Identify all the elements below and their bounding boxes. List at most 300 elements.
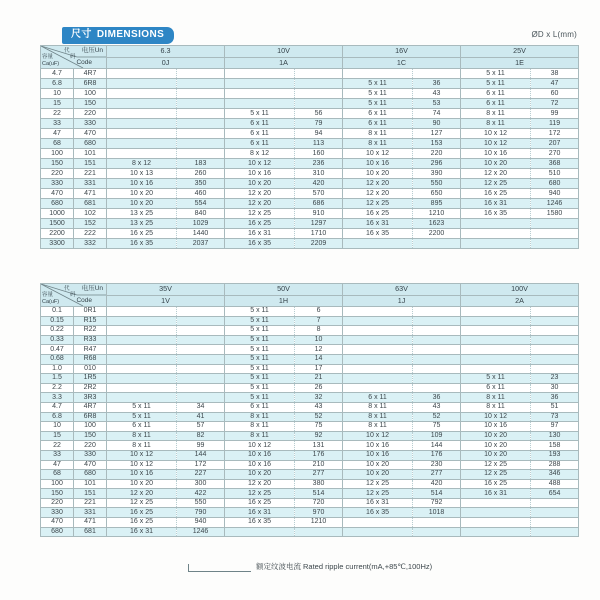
case-size-cell: 6 x 11 (343, 109, 413, 119)
case-size-cell (343, 335, 413, 345)
table-row (41, 219, 579, 229)
case-size-cell: 10 x 16 (225, 169, 295, 179)
ripple-current-cell: 350 (177, 179, 225, 189)
ripple-current-cell: 43 (295, 402, 343, 412)
table-row (41, 99, 579, 109)
ripple-current-cell: 2200 (413, 229, 461, 239)
case-size-cell: 10 x 16 (107, 179, 177, 189)
ripple-current-cell (177, 119, 225, 129)
case-size-cell: 5 x 11 (107, 412, 177, 422)
case-size-cell: 10 x 12 (461, 412, 531, 422)
case-size-cell (107, 99, 177, 109)
case-size-cell: 10 x 20 (343, 460, 413, 470)
ripple-current-cell: 514 (413, 489, 461, 499)
ripple-current-cell: 38 (531, 69, 579, 79)
ripple-current-cell (531, 518, 579, 528)
case-size-cell (225, 69, 295, 79)
case-size-cell: 8 x 11 (343, 412, 413, 422)
code-cell: 331 (74, 179, 107, 189)
capacitance-cell: 4.7 (41, 69, 74, 79)
case-size-cell: 6 x 11 (225, 119, 295, 129)
case-size-cell: 8 x 12 (107, 159, 177, 169)
size-unit-note: ØD x L(mm) (531, 30, 577, 39)
ripple-current-cell (177, 374, 225, 384)
ripple-current-cell (531, 316, 579, 326)
corner-header (41, 284, 107, 307)
ripple-current-cell: 183 (177, 159, 225, 169)
code-zh-char2: 码 (70, 292, 76, 298)
ripple-current-cell: 30 (531, 383, 579, 393)
code-axis-label: Code (76, 296, 92, 304)
table-row (41, 229, 579, 239)
case-size-cell (107, 374, 177, 384)
ripple-current-cell: 2037 (177, 239, 225, 249)
ripple-current-cell (177, 345, 225, 355)
capacitance-cell: 47 (41, 129, 74, 139)
case-size-cell: 10 x 12 (461, 139, 531, 149)
ripple-current-cell: 144 (413, 441, 461, 451)
table-row (41, 479, 579, 489)
ripple-current-cell: 514 (295, 489, 343, 499)
case-size-cell: 6 x 11 (461, 383, 531, 393)
capacitance-cell: 470 (41, 189, 74, 199)
table-row (41, 129, 579, 139)
ripple-current-cell: 840 (177, 209, 225, 219)
case-size-cell (343, 383, 413, 393)
case-size-cell: 10 x 16 (343, 441, 413, 451)
case-size-cell: 16 x 31 (461, 489, 531, 499)
table-row (41, 412, 579, 422)
case-size-cell: 16 x 25 (107, 229, 177, 239)
ripple-current-cell: 72 (531, 99, 579, 109)
ripple-current-cell (177, 149, 225, 159)
code-cell: 2R2 (74, 383, 107, 393)
case-size-cell: 16 x 25 (343, 209, 413, 219)
case-size-cell (461, 316, 531, 326)
ripple-current-cell (177, 326, 225, 336)
ripple-current-cell: 680 (531, 179, 579, 189)
table-row (41, 431, 579, 441)
ripple-current-cell (177, 393, 225, 403)
ripple-current-cell (413, 527, 461, 537)
voltage-code-header: 1A (225, 57, 343, 69)
ripple-current-cell: 97 (531, 422, 579, 432)
ripple-current-cell (531, 326, 579, 336)
ripple-current-cell: 260 (177, 169, 225, 179)
title-chinese: 尺寸 (71, 29, 92, 40)
ripple-current-cell: 422 (177, 489, 225, 499)
case-size-cell: 8 x 11 (107, 431, 177, 441)
capacitance-cell: 1.5 (41, 374, 74, 384)
case-size-cell: 12 x 25 (343, 489, 413, 499)
code-cell: 3R3 (74, 393, 107, 403)
case-size-cell (107, 89, 177, 99)
case-size-cell (225, 89, 295, 99)
case-size-cell: 16 x 31 (107, 527, 177, 537)
case-size-cell: 12 x 20 (107, 489, 177, 499)
ripple-current-cell: 420 (295, 179, 343, 189)
case-size-cell: 16 x 25 (107, 518, 177, 528)
code-cell: 101 (74, 479, 107, 489)
code-cell: 222 (74, 229, 107, 239)
ripple-label-english: Rated ripple current(mA,+85℃,100Hz) (303, 562, 433, 571)
case-size-cell (461, 335, 531, 345)
table-row (41, 307, 579, 317)
table-row (41, 508, 579, 518)
code-cell: 471 (74, 518, 107, 528)
capacitance-axis-label-zh: 容量 (42, 291, 54, 298)
voltage-header-row (41, 46, 579, 58)
ripple-current-cell: 310 (295, 169, 343, 179)
ripple-current-cell: 1623 (413, 219, 461, 229)
case-size-cell: 16 x 35 (107, 239, 177, 249)
ripple-current-cell: 73 (531, 412, 579, 422)
case-size-cell: 8 x 11 (461, 393, 531, 403)
case-size-cell: 10 x 20 (107, 189, 177, 199)
ripple-current-cell (531, 229, 579, 239)
capacitance-cell: 0.15 (41, 316, 74, 326)
case-size-cell: 10 x 12 (107, 450, 177, 460)
code-cell: 0R1 (74, 307, 107, 317)
ripple-current-cell: 970 (295, 508, 343, 518)
ripple-label-chinese: 额定纹波电流 (256, 562, 301, 571)
voltage-header: 16V (343, 46, 461, 58)
ripple-current-cell: 1710 (295, 229, 343, 239)
code-cell: 101 (74, 149, 107, 159)
case-size-cell: 12 x 20 (225, 189, 295, 199)
ripple-current-cell (177, 79, 225, 89)
case-size-cell (343, 326, 413, 336)
ripple-current-cell: 82 (177, 431, 225, 441)
case-size-cell: 10 x 16 (461, 149, 531, 159)
table-row (41, 89, 579, 99)
ripple-current-cell: 17 (295, 364, 343, 374)
case-size-cell: 8 x 11 (107, 441, 177, 451)
code-cell: 4R7 (74, 69, 107, 79)
ripple-current-cell: 895 (413, 199, 461, 209)
code-cell: 330 (74, 119, 107, 129)
capacitance-cell: 0.33 (41, 335, 74, 345)
ripple-current-cell: 6 (295, 307, 343, 317)
ripple-current-cell (295, 79, 343, 89)
voltage-code-header: 1V (107, 295, 225, 307)
case-size-cell: 5 x 11 (343, 89, 413, 99)
capacitance-cell: 10 (41, 89, 74, 99)
ripple-current-cell (177, 89, 225, 99)
case-size-cell: 12 x 25 (343, 199, 413, 209)
ripple-current-cell (177, 383, 225, 393)
case-size-cell: 5 x 11 (225, 354, 295, 364)
case-size-cell (107, 335, 177, 345)
capacitance-cell: 100 (41, 149, 74, 159)
ripple-current-cell: 550 (413, 179, 461, 189)
case-size-cell (107, 307, 177, 317)
ripple-current-cell: 193 (531, 450, 579, 460)
case-size-cell: 5 x 11 (225, 345, 295, 355)
table-row (41, 393, 579, 403)
case-size-cell: 8 x 11 (225, 422, 295, 432)
table-row (41, 159, 579, 169)
ripple-current-cell: 79 (295, 119, 343, 129)
code-cell: 220 (74, 109, 107, 119)
code-cell: 152 (74, 219, 107, 229)
case-size-cell (107, 393, 177, 403)
capacitance-cell: 68 (41, 470, 74, 480)
ripple-current-cell: 460 (177, 189, 225, 199)
code-cell: 150 (74, 431, 107, 441)
ripple-current-cell (295, 89, 343, 99)
ripple-current-cell (295, 69, 343, 79)
capacitance-cell: 100 (41, 479, 74, 489)
ripple-current-cell: 36 (413, 393, 461, 403)
case-size-cell (461, 239, 531, 249)
voltage-header-row (41, 284, 579, 296)
code-axis-label: Code (76, 58, 92, 66)
voltage-code-header: 0J (107, 57, 225, 69)
ripple-current-cell: 32 (295, 393, 343, 403)
capacitance-cell: 330 (41, 508, 74, 518)
ripple-current-cell: 92 (295, 431, 343, 441)
ripple-current-cell: 172 (177, 460, 225, 470)
ripple-current-cell: 277 (413, 470, 461, 480)
case-size-cell: 16 x 35 (461, 209, 531, 219)
code-cell: 4R7 (74, 402, 107, 412)
ripple-current-cell (531, 527, 579, 537)
case-size-cell: 10 x 20 (461, 441, 531, 451)
case-size-cell (461, 498, 531, 508)
case-size-cell (107, 119, 177, 129)
ripple-current-cell (177, 335, 225, 345)
case-size-cell: 12 x 25 (107, 498, 177, 508)
ripple-current-cell (177, 99, 225, 109)
capacitance-cell: 220 (41, 169, 74, 179)
code-cell: R47 (74, 345, 107, 355)
case-size-cell: 5 x 11 (343, 79, 413, 89)
ripple-current-cell: 52 (295, 412, 343, 422)
ripple-current-cell (177, 316, 225, 326)
case-size-cell (343, 345, 413, 355)
case-size-cell: 10 x 20 (107, 479, 177, 489)
case-size-cell: 5 x 11 (225, 307, 295, 317)
voltage-header: 63V (343, 284, 461, 296)
case-size-cell (343, 364, 413, 374)
code-cell: 100 (74, 89, 107, 99)
code-cell: R68 (74, 354, 107, 364)
table-row (41, 383, 579, 393)
code-zh-char1: 代 (64, 48, 70, 54)
capacitance-axis-label-zh: 容量 (42, 53, 54, 60)
capacitance-cell: 10 (41, 422, 74, 432)
code-cell: 680 (74, 139, 107, 149)
case-size-cell: 5 x 11 (343, 99, 413, 109)
ripple-current-cell (413, 326, 461, 336)
ripple-current-cell (531, 354, 579, 364)
table-row (41, 209, 579, 219)
case-size-cell (107, 149, 177, 159)
case-size-cell: 10 x 20 (461, 450, 531, 460)
case-size-cell: 12 x 25 (461, 470, 531, 480)
ripple-current-cell: 34 (177, 402, 225, 412)
ripple-current-cell: 7 (295, 316, 343, 326)
ripple-current-cell: 153 (413, 139, 461, 149)
capacitance-cell: 330 (41, 179, 74, 189)
case-size-cell: 6 x 11 (461, 99, 531, 109)
capacitance-cell: 15 (41, 431, 74, 441)
capacitance-axis-unit: Ca(uF) (42, 298, 60, 305)
case-size-cell: 16 x 35 (225, 518, 295, 528)
capacitance-cell: 6.8 (41, 79, 74, 89)
code-cell: 330 (74, 450, 107, 460)
ripple-current-cell: 36 (413, 79, 461, 89)
ripple-current-cell: 1440 (177, 229, 225, 239)
table-row (41, 527, 579, 537)
case-size-cell: 16 x 31 (343, 498, 413, 508)
code-header-row (41, 295, 579, 307)
ripple-current-cell: 109 (413, 431, 461, 441)
ripple-current-cell: 1246 (177, 527, 225, 537)
case-size-cell (461, 364, 531, 374)
ripple-current-cell (531, 508, 579, 518)
ripple-current-cell: 43 (413, 402, 461, 412)
ripple-current-cell: 236 (295, 159, 343, 169)
code-cell: 151 (74, 489, 107, 499)
ripple-current-cell: 41 (177, 412, 225, 422)
case-size-cell: 8 x 11 (225, 412, 295, 422)
capacitance-cell: 2200 (41, 229, 74, 239)
ripple-current-cell: 346 (531, 470, 579, 480)
case-size-cell (225, 79, 295, 89)
case-size-cell: 6 x 11 (225, 139, 295, 149)
case-size-cell: 8 x 11 (461, 119, 531, 129)
corner-header (41, 46, 107, 69)
ripple-current-cell: 75 (295, 422, 343, 432)
case-size-cell (343, 354, 413, 364)
case-size-cell: 5 x 11 (107, 402, 177, 412)
case-size-cell (343, 518, 413, 528)
capacitance-cell: 680 (41, 527, 74, 537)
ripple-current-cell (177, 69, 225, 79)
ripple-current-cell: 940 (531, 189, 579, 199)
capacitance-cell: 3300 (41, 239, 74, 249)
ripple-current-cell: 1029 (177, 219, 225, 229)
case-size-cell: 10 x 16 (343, 159, 413, 169)
case-size-cell: 10 x 20 (343, 169, 413, 179)
ripple-current-cell (413, 239, 461, 249)
case-size-cell: 5 x 11 (461, 79, 531, 89)
ripple-current-note (188, 561, 432, 572)
case-size-cell: 5 x 11 (225, 109, 295, 119)
case-size-cell (107, 69, 177, 79)
ripple-current-cell: 230 (413, 460, 461, 470)
case-size-cell: 10 x 12 (461, 129, 531, 139)
ripple-current-cell: 176 (295, 450, 343, 460)
ripple-current-cell: 277 (295, 470, 343, 480)
case-size-cell: 13 x 25 (107, 219, 177, 229)
ripple-current-cell: 390 (413, 169, 461, 179)
case-size-cell (107, 139, 177, 149)
case-size-cell: 10 x 16 (225, 450, 295, 460)
table-row (41, 69, 579, 79)
voltage-header: 25V (461, 46, 579, 58)
code-cell: 470 (74, 129, 107, 139)
ripple-current-cell: 53 (413, 99, 461, 109)
ripple-current-cell (413, 518, 461, 528)
capacitance-cell: 1.0 (41, 364, 74, 374)
capacitance-cell: 1500 (41, 219, 74, 229)
ripple-current-cell: 144 (177, 450, 225, 460)
case-size-cell (343, 527, 413, 537)
voltage-header: 6.3 (107, 46, 225, 58)
ripple-current-cell: 8 (295, 326, 343, 336)
case-size-cell: 5 x 11 (225, 374, 295, 384)
ripple-current-cell (413, 307, 461, 317)
table-row (41, 470, 579, 480)
table-row (41, 354, 579, 364)
voltage-code-header: 1H (225, 295, 343, 307)
case-size-cell: 16 x 31 (225, 508, 295, 518)
ripple-current-cell: 1297 (295, 219, 343, 229)
ripple-current-cell: 47 (531, 79, 579, 89)
ripple-current-cell: 940 (177, 518, 225, 528)
case-size-cell (107, 316, 177, 326)
capacitance-cell: 68 (41, 139, 74, 149)
case-size-cell: 12 x 25 (461, 460, 531, 470)
ripple-current-cell: 368 (531, 159, 579, 169)
case-size-cell (343, 239, 413, 249)
capacitance-cell: 33 (41, 119, 74, 129)
voltage-header: 100V (461, 284, 579, 296)
table-row (41, 179, 579, 189)
table-row (41, 422, 579, 432)
case-size-cell: 5 x 11 (225, 326, 295, 336)
table-row (41, 316, 579, 326)
ripple-current-cell (531, 219, 579, 229)
case-size-cell: 6 x 11 (461, 89, 531, 99)
code-cell: 470 (74, 460, 107, 470)
ripple-current-cell: 113 (295, 139, 343, 149)
case-size-cell: 16 x 35 (343, 229, 413, 239)
table-row (41, 199, 579, 209)
case-size-cell (461, 508, 531, 518)
ripple-current-cell (531, 498, 579, 508)
ripple-current-cell (295, 527, 343, 537)
ripple-current-cell: 207 (531, 139, 579, 149)
code-cell: R33 (74, 335, 107, 345)
dimensions-table-high-voltage (40, 283, 579, 537)
ripple-current-cell: 2209 (295, 239, 343, 249)
case-size-cell: 16 x 35 (343, 508, 413, 518)
table-row (41, 335, 579, 345)
ripple-current-cell: 94 (295, 129, 343, 139)
case-size-cell: 12 x 25 (225, 209, 295, 219)
case-size-cell: 6 x 11 (107, 422, 177, 432)
ripple-current-label (256, 561, 432, 572)
ripple-current-cell: 130 (531, 431, 579, 441)
code-cell: 6R8 (74, 79, 107, 89)
ripple-current-cell: 792 (413, 498, 461, 508)
capacitance-cell: 150 (41, 489, 74, 499)
code-cell: 150 (74, 99, 107, 109)
ripple-current-cell (177, 109, 225, 119)
case-size-cell: 6 x 11 (225, 402, 295, 412)
ripple-current-cell: 380 (295, 479, 343, 489)
case-size-cell (107, 109, 177, 119)
ripple-current-cell (413, 383, 461, 393)
code-cell: 221 (74, 169, 107, 179)
ripple-current-cell: 910 (295, 209, 343, 219)
case-size-cell (107, 364, 177, 374)
code-cell: 220 (74, 441, 107, 451)
